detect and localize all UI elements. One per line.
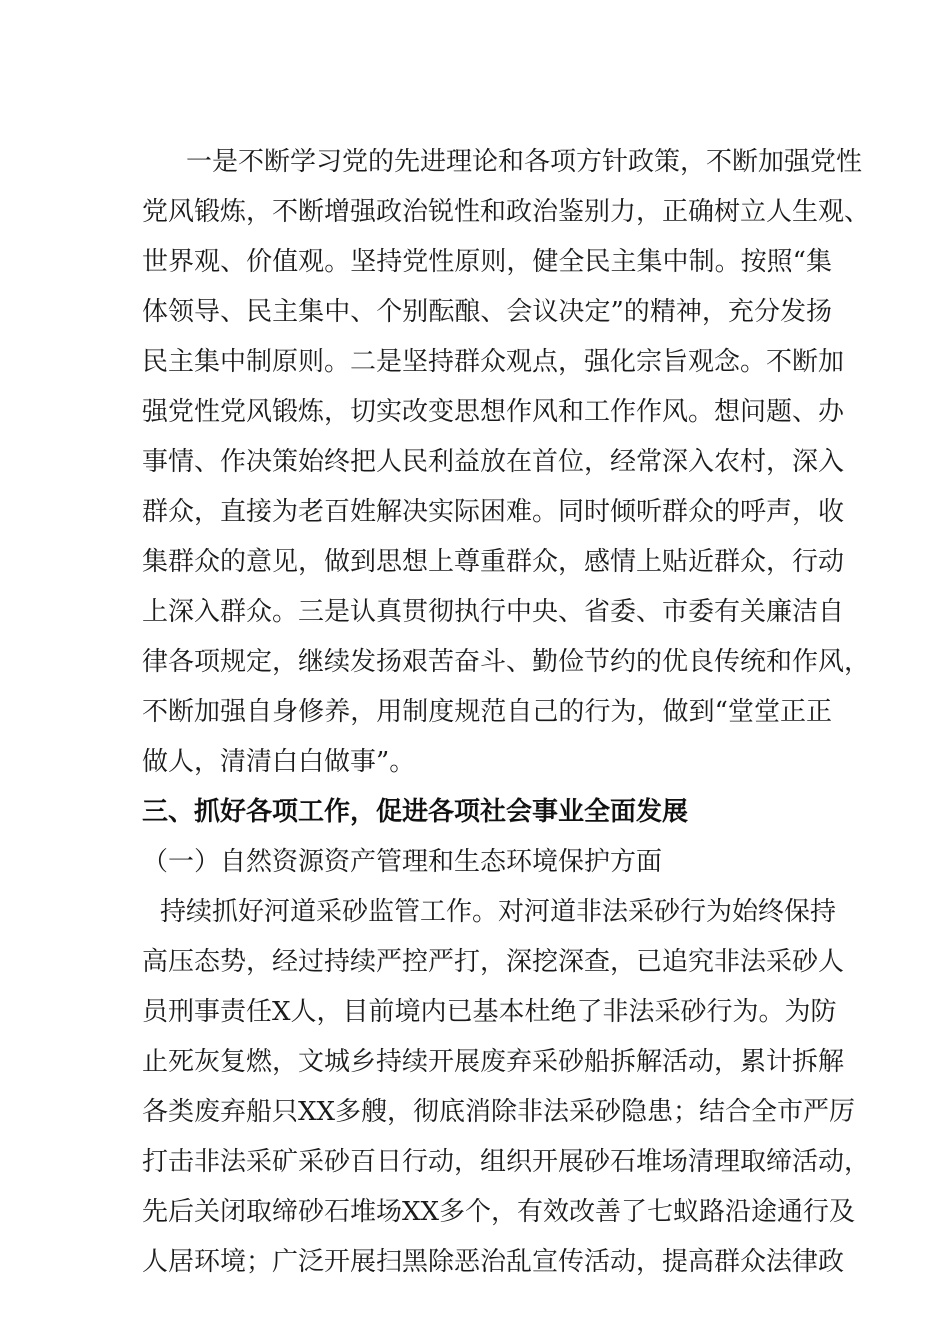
paragraph-line: 群众，直接为老百姓解决实际困难。同时倾听群众的呼声，收 <box>142 497 845 527</box>
paragraph-line: 世界观、价值观。坚持党性原则，健全民主集中制。按照“集 <box>142 247 832 277</box>
paragraph-line: 打击非法采矿采砂百日行动，组织开展砂石堆场清理取缔活动， <box>142 1147 871 1177</box>
paragraph-line: 先后关闭取缔砂石堆场XX多个，有效改善了七蚁路沿途通行及 <box>142 1197 856 1227</box>
paragraph-line: 上深入群众。三是认真贯彻执行中央、省委、市委有关廉洁自 <box>142 597 845 627</box>
paragraph-line: 持续抓好河道采砂监管工作。对河道非法采砂行为始终保持 <box>160 897 837 927</box>
paragraph-line: 律各项规定，继续发扬艰苦奋斗、勤俭节约的优良传统和作风， <box>142 647 871 677</box>
paragraph-line: 做人，清清白白做事”。 <box>142 747 416 777</box>
paragraph-line: 事情、作决策始终把人民利益放在首位，经常深入农村，深入 <box>142 447 845 477</box>
paragraph-line: 党风锻炼，不断增强政治锐性和政治鉴别力，正确树立人生观、 <box>142 197 871 227</box>
paragraph-line: 民主集中制原则。二是坚持群众观点，强化宗旨观念。不断加 <box>142 347 845 377</box>
paragraph-line: 强党性党风锻炼，切实改变思想作风和工作作风。想问题、办 <box>142 397 845 427</box>
paragraph-line: 不断加强自身修养，用制度规范自己的行为，做到“堂堂正正 <box>142 697 832 727</box>
paragraph-line: 集群众的意见，做到思想上尊重群众，感情上贴近群众，行动 <box>142 547 845 577</box>
section-heading: 三、抓好各项工作，促进各项社会事业全面发展 <box>142 797 689 827</box>
paragraph-line: 员刑事责任X人，目前境内已基本杜绝了非法采砂行为。为防 <box>142 997 837 1027</box>
paragraph-line: 一是不断学习党的先进理论和各项方针政策，不断加强党性 <box>160 147 863 177</box>
paragraph-line: 止死灰复燃，文城乡持续开展废弃采砂船拆解活动，累计拆解 <box>142 1047 845 1077</box>
paragraph-line: 人居环境；广泛开展扫黑除恶治乱宣传活动，提高群众法律政 <box>142 1247 845 1277</box>
paragraph-line: 高压态势，经过持续严控严打，深挖深查，已追究非法采砂人 <box>142 947 845 977</box>
paragraph-line: 各类废弃船只XX多艘，彻底消除非法采砂隐患；结合全市严厉 <box>142 1097 856 1127</box>
paragraph-line: 体领导、民主集中、个别酝酿、会议决定”的精神，充分发扬 <box>142 297 832 327</box>
section-subheading: （一）自然资源资产管理和生态环境保护方面 <box>142 847 663 877</box>
